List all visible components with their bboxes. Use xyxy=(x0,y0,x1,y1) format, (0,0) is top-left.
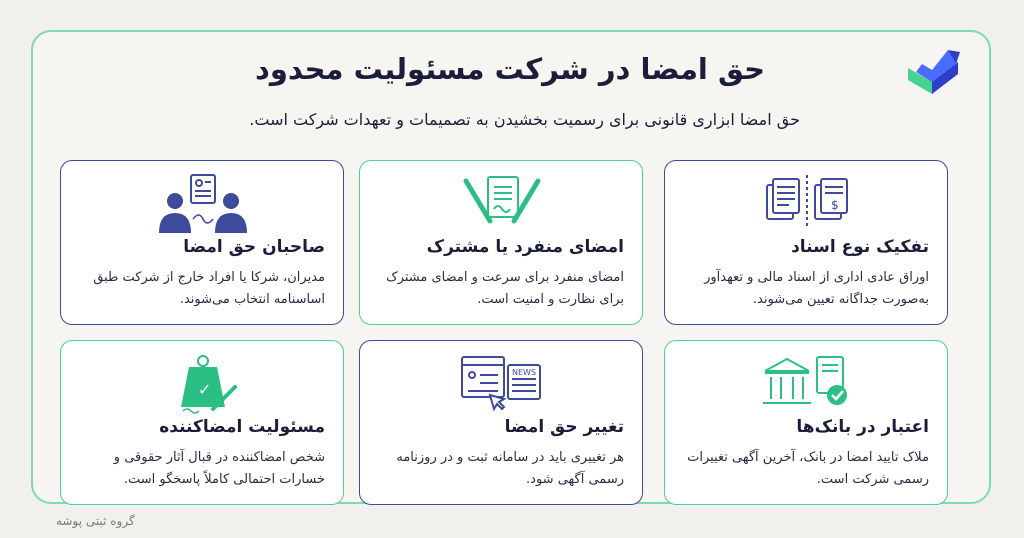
card-change xyxy=(359,340,643,505)
card-documents xyxy=(664,160,948,325)
signatories-icon xyxy=(153,171,253,237)
bank-approval-icon xyxy=(757,351,857,417)
svg-text:✓: ✓ xyxy=(198,380,212,399)
card-banks xyxy=(664,340,948,505)
card-text: ملاک تایید امضا در بانک، آخرین آگهی تغییرات رسمی شرکت است. xyxy=(687,450,929,487)
card-liability xyxy=(60,340,344,505)
newspaper-web-icon xyxy=(452,351,552,417)
card-text: اوراق عادی اداری از اسناد مالی و تعهدآور به‌صورت جداگانه تعیین می‌شوند. xyxy=(704,270,929,307)
footer-brand: گروه ثبتی پوشه xyxy=(56,514,135,528)
card-title: مسئولیت امضاکننده xyxy=(159,417,325,437)
card-text: شخص امضاکننده در قبال آثار حقوقی و خسارات احتمالی کاملاً پاسخگو است. xyxy=(113,450,325,487)
contract-pens-icon xyxy=(452,171,552,237)
card-title: صاحبان حق امضا xyxy=(183,237,325,257)
card-title: اعتبار در بانک‌ها xyxy=(796,417,929,437)
card-title: تفکیک نوع اسناد xyxy=(791,237,929,257)
page-title: حق امضا در شرکت مسئولیت محدود xyxy=(254,52,765,86)
brand-logo-icon xyxy=(902,44,962,102)
card-text: مدیران، شرکا یا افراد خارج از شرکت طبق اساسنامه انتخاب می‌شوند. xyxy=(93,270,325,307)
card-title: تغییر حق امضا xyxy=(504,417,624,437)
card-signatories xyxy=(60,160,344,325)
svg-text:$: $ xyxy=(831,198,839,212)
card-text: امضای منفرد برای سرعت و امضای مشترک برای نظارت و امنیت است. xyxy=(386,270,624,307)
svg-text:NEWS: NEWS xyxy=(512,368,537,377)
liability-weight-icon xyxy=(153,351,253,417)
card-title: امضای منفرد یا مشترک xyxy=(426,237,624,257)
page-subtitle: حق امضا ابزاری قانونی برای رسمیت بخشیدن به تصمیمات و تعهدات شرکت است. xyxy=(249,110,800,129)
card-sign-type xyxy=(359,160,643,325)
card-text: هر تغییری باید در سامانه ثبت و در روزنامه رسمی آگهی شود. xyxy=(396,450,624,487)
documents-icon xyxy=(757,171,857,237)
